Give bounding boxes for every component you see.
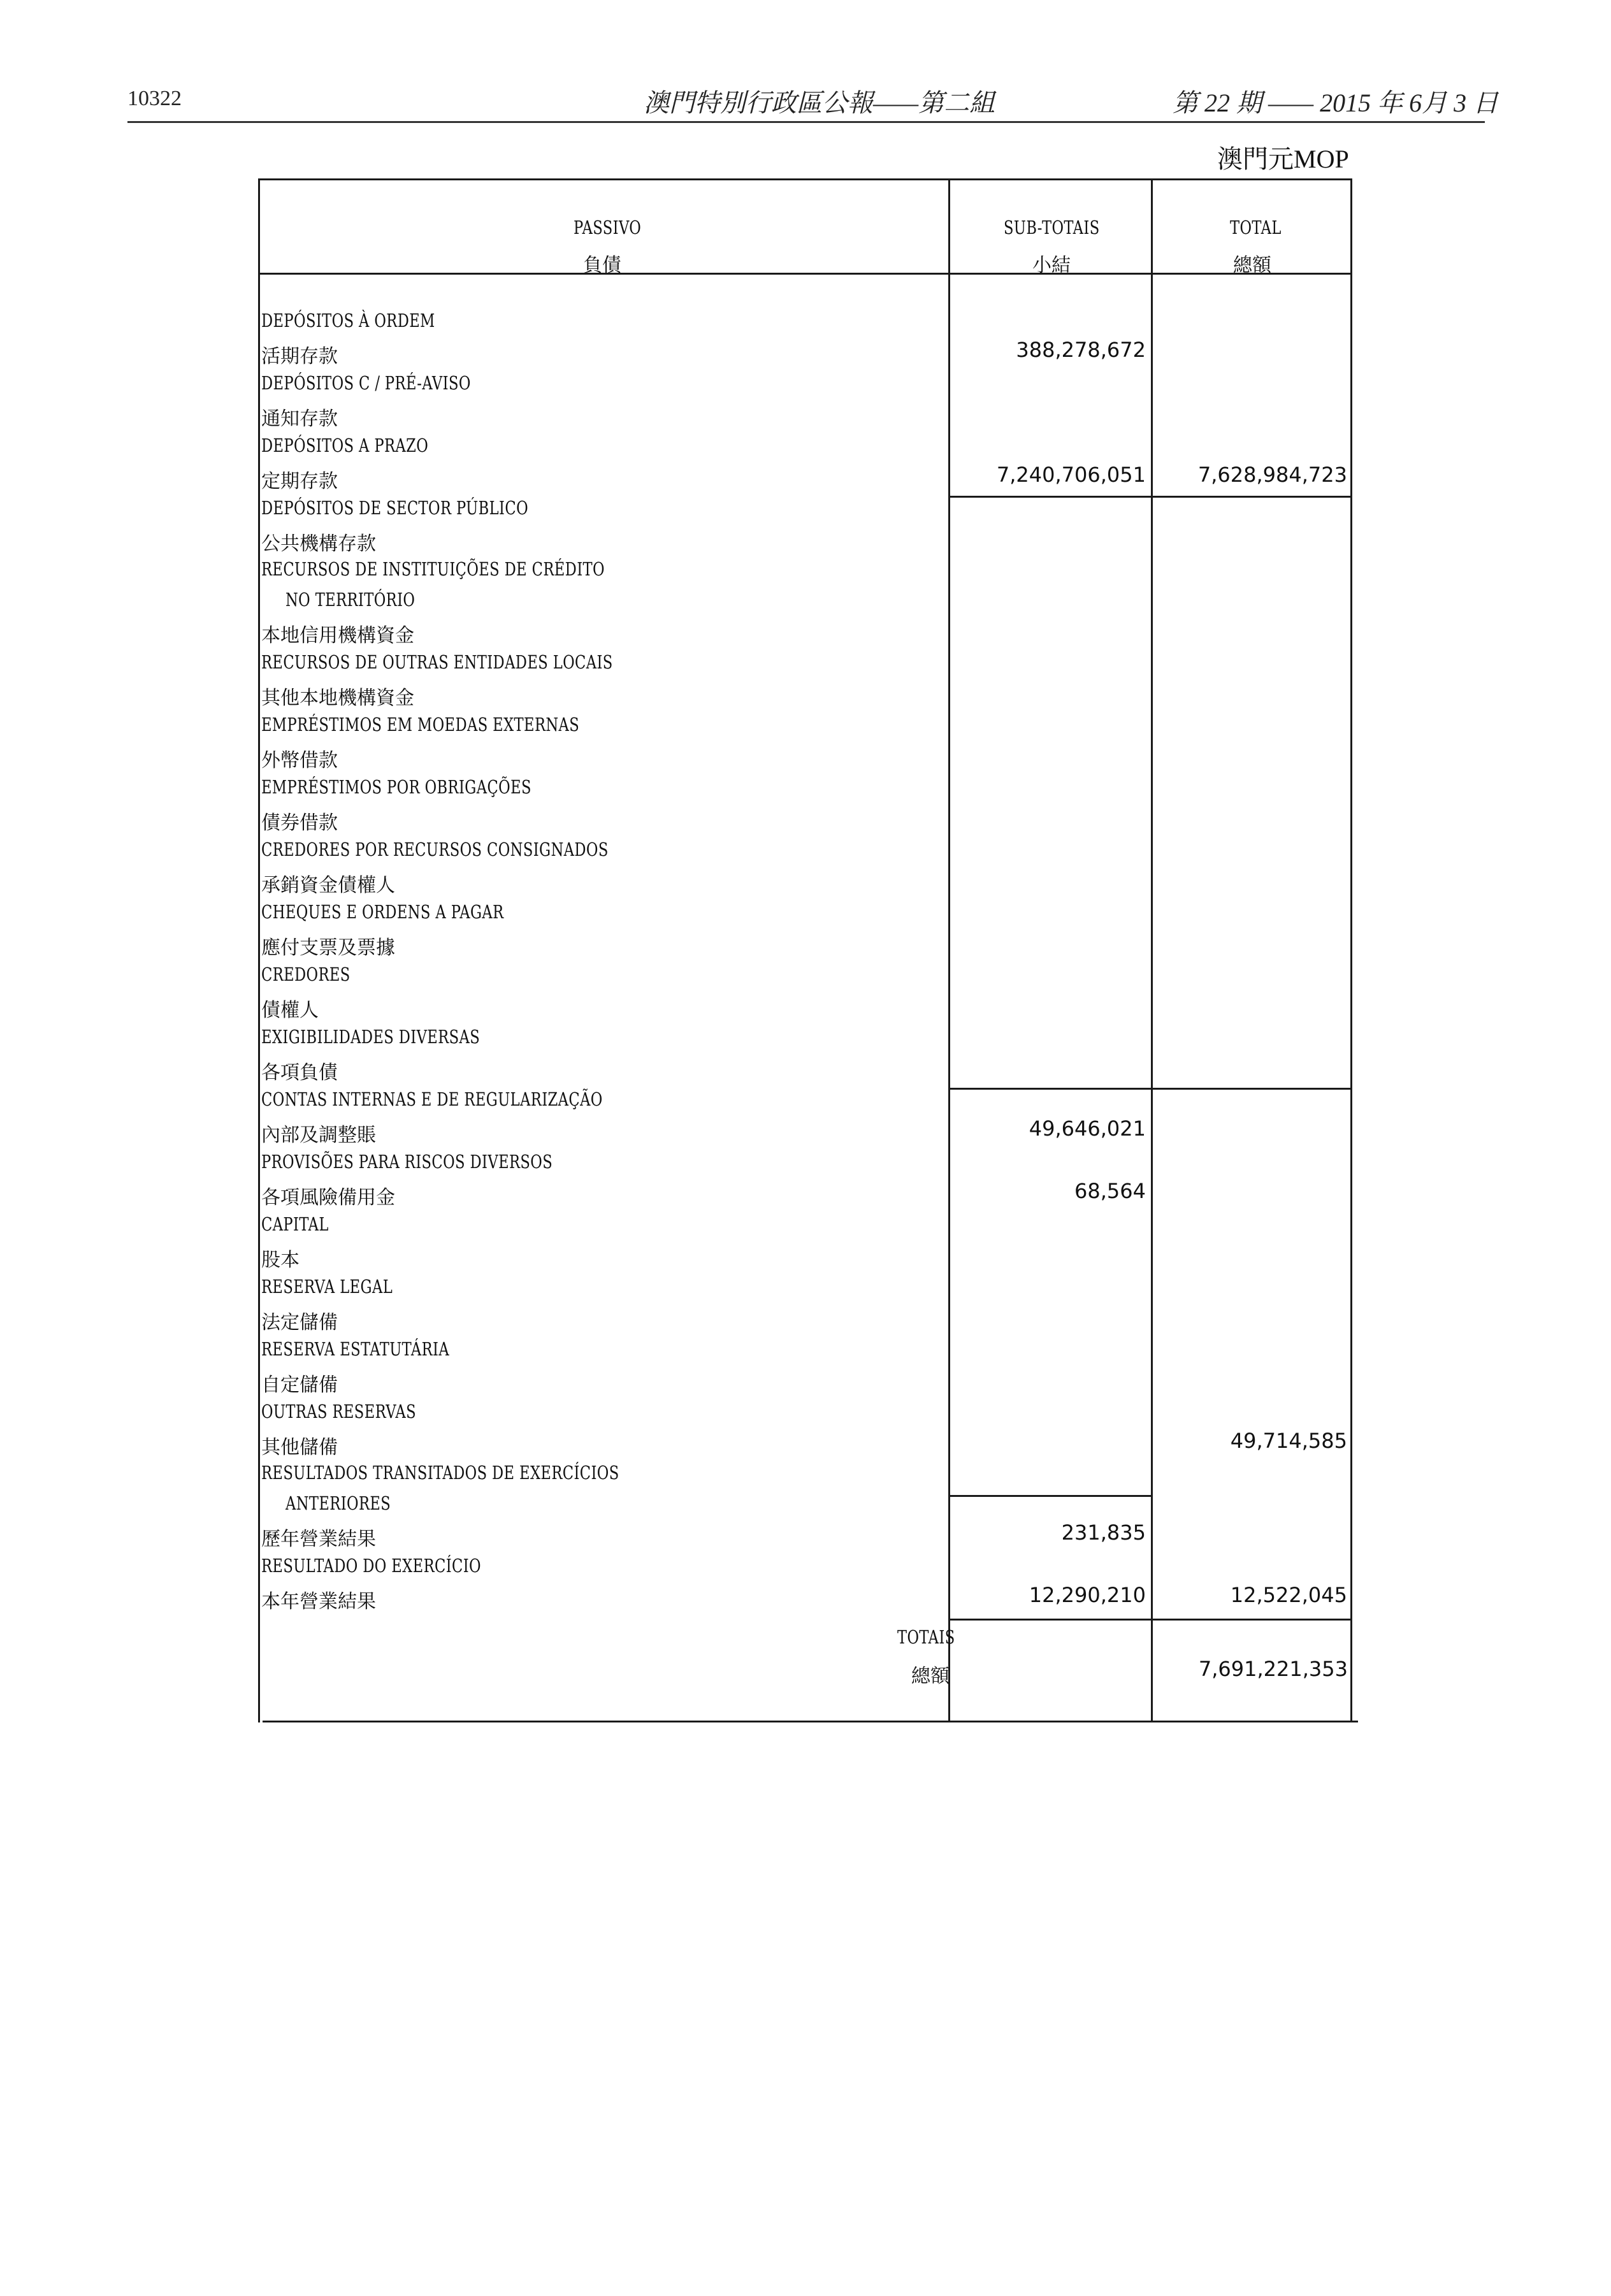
col-header-total-zh: 總額 — [1233, 254, 1271, 277]
totals-label-zh: 總額 — [911, 1665, 950, 1687]
row-total-value: 49,714,585 — [1230, 1429, 1347, 1453]
table-top-border — [258, 178, 1352, 180]
row-label-zh: 債權人 — [261, 999, 319, 1022]
row-label-zh: 歷年營業結果 — [261, 1528, 376, 1550]
row-total-value: 7,628,984,723 — [1197, 463, 1347, 487]
row-label-zh: 本年營業結果 — [261, 1591, 376, 1613]
row-label-pt: CHEQUES E ORDENS A PAGAR — [261, 901, 504, 923]
row-label-zh: 外幣借款 — [261, 749, 338, 772]
table-bottom-border — [263, 1721, 1358, 1722]
row-label-zh: 通知存款 — [261, 408, 338, 430]
row-label-zh: 應付支票及票據 — [261, 937, 395, 959]
row-total-value: 12,522,045 — [1230, 1583, 1347, 1607]
gazette-title: 澳門特別行政區公報——第二組 — [644, 89, 995, 117]
results-section-rule-sub — [948, 1495, 1153, 1497]
column-divider-2 — [1151, 178, 1153, 1722]
row-label-zh: 法定儲備 — [261, 1311, 338, 1334]
row-label-pt: RESULTADOS TRANSITADOS DE EXERCÍCIOS — [261, 1462, 619, 1484]
row-label-pt: RECURSOS DE OUTRAS ENTIDADES LOCAIS — [261, 651, 613, 673]
row-label-pt: PROVISÕES PARA RISCOS DIVERSOS — [261, 1151, 553, 1173]
row-label-pt: EMPRÉSTIMOS POR OBRIGAÇÕES — [261, 776, 531, 798]
col-header-passivo-zh: 負債 — [583, 254, 621, 277]
row-label-pt: CREDORES POR RECURSOS CONSIGNADOS — [261, 839, 609, 860]
row-label-zh: 內部及調整賬 — [261, 1124, 376, 1146]
row-label-zh: 定期存款 — [261, 470, 338, 493]
col-header-subtotais-zh: 小結 — [1032, 254, 1071, 277]
row-label-zh: 本地信用機構資金 — [261, 625, 414, 647]
issue-info: 第 22 期 —— 2015 年 6月 3 日 — [1173, 89, 1499, 117]
liabilities-section-rule — [948, 1088, 1352, 1090]
row-label-zh: 其他本地機構資金 — [261, 687, 414, 709]
row-label-pt: DEPÓSITOS A PRAZO — [261, 435, 429, 456]
row-label-zh: 自定儲備 — [261, 1374, 338, 1396]
row-label-pt: RESERVA ESTATUTÁRIA — [261, 1338, 450, 1360]
row-subtotal-value: 388,278,672 — [1016, 338, 1146, 362]
row-subtotal-value: 12,290,210 — [1029, 1583, 1146, 1607]
row-label-pt: DEPÓSITOS C / PRÉ-AVISO — [261, 372, 471, 394]
header-divider — [258, 273, 1352, 275]
col-header-subtotais: SUB-TOTAIS — [1004, 217, 1100, 238]
row-label-pt: OUTRAS RESERVAS — [261, 1401, 417, 1422]
column-divider-1 — [948, 178, 950, 1722]
header-rule — [127, 121, 1485, 123]
row-label-zh: 債券借款 — [261, 812, 338, 834]
row-label-pt: DEPÓSITOS À ORDEM — [261, 310, 435, 331]
row-subtotal-value: 49,646,021 — [1029, 1116, 1146, 1141]
row-label-zh: 各項風險備用金 — [261, 1187, 395, 1209]
row-label-pt-continued: ANTERIORES — [285, 1492, 391, 1514]
row-label-pt: RESERVA LEGAL — [261, 1276, 393, 1297]
row-label-pt: EMPRÉSTIMOS EM MOEDAS EXTERNAS — [261, 714, 580, 735]
grand-total-value: 7,691,221,353 — [1198, 1657, 1348, 1681]
row-subtotal-value: 68,564 — [1074, 1179, 1146, 1203]
totals-label: TOTAIS — [897, 1626, 955, 1648]
row-label-zh: 其他儲備 — [261, 1436, 338, 1459]
row-label-pt: RECURSOS DE INSTITUIÇÕES DE CRÉDITO — [261, 558, 605, 580]
row-label-pt: RESULTADO DO EXERCÍCIO — [261, 1555, 481, 1577]
row-label-pt-continued: NO TERRITÓRIO — [285, 589, 415, 610]
totals-section-rule — [948, 1619, 1352, 1621]
row-label-pt: CONTAS INTERNAS E DE REGULARIZAÇÃO — [261, 1088, 603, 1110]
row-subtotal-value: 231,835 — [1061, 1520, 1146, 1545]
table-right-border — [1350, 178, 1352, 1722]
row-label-pt: CAPITAL — [261, 1213, 329, 1235]
row-label-zh: 承銷資金債權人 — [261, 874, 395, 897]
page-number: 10322 — [127, 87, 182, 110]
row-label-pt: CREDORES — [261, 964, 350, 985]
deposits-section-rule — [948, 496, 1352, 498]
row-label-zh: 公共機構存款 — [261, 533, 376, 555]
col-header-total: TOTAL — [1230, 217, 1282, 238]
row-label-pt: EXIGIBILIDADES DIVERSAS — [261, 1026, 480, 1048]
row-label-pt: DEPÓSITOS DE SECTOR PÚBLICO — [261, 497, 529, 519]
row-label-zh: 活期存款 — [261, 345, 338, 368]
currency-label: 澳門元MOP — [1217, 145, 1349, 173]
row-label-zh: 股本 — [261, 1249, 300, 1271]
row-label-zh: 各項負債 — [261, 1062, 338, 1084]
row-subtotal-value: 7,240,706,051 — [996, 463, 1146, 487]
table-left-border — [258, 178, 260, 1722]
col-header-passivo: PASSIVO — [574, 217, 642, 238]
